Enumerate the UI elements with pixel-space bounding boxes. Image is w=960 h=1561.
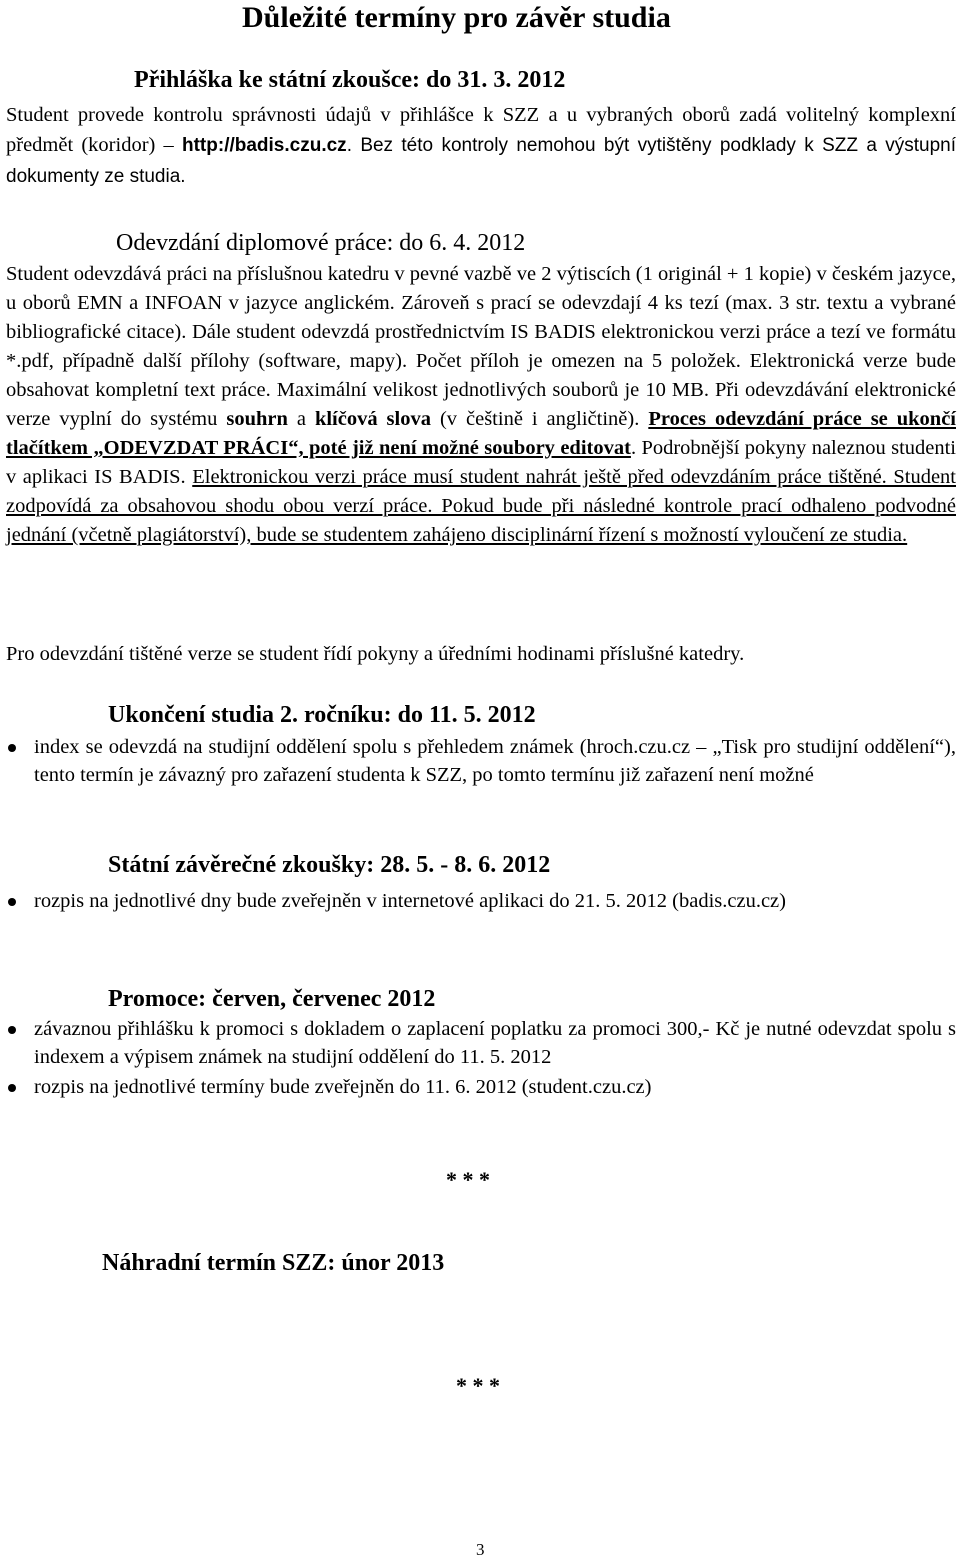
section-heading-application: Přihláška ke státní zkoušce: do 31. 3. 2012 bbox=[134, 67, 566, 93]
text-fragment: a bbox=[287, 408, 315, 430]
list-state-exams bbox=[6, 887, 956, 915]
list-item bbox=[6, 1015, 956, 1071]
bullet-icon bbox=[8, 1084, 16, 1092]
bullet-icon bbox=[8, 744, 16, 752]
list-item-text: rozpis na jednotlivé dny bude zveřejněn v internetové aplikaci do 21. 5. 2012 (badis.czu.cz) bbox=[34, 890, 786, 912]
integrity-warning: Elektronickou verzi práce musí student nahrát ještě před odevzdáním práce tištěné. Student zodpovídá za obsahovou shodu obou verzí práce. Pokud bude při následné kontrole prací odhaleno podvodné jednání (včetně plagiátorství), bude se studentem zahájeno disciplinární řízení s možností vyloučení ze studia. bbox=[6, 466, 956, 546]
list-graduation bbox=[6, 1015, 956, 1101]
submit-process-note: Proces odevzdání práce se ukončí tlačítkem „ODEVZDAT PRÁCI“, poté již není možné soubory editovat bbox=[6, 408, 956, 459]
text-fragment: Student provede kontrolu správnosti údajů v přihlášce k SZZ a u vybraných oborů zadá volitelný komplexní předmět (koridor) – bbox=[6, 104, 956, 156]
section-heading-graduation: Promoce: červen, červenec 2012 bbox=[108, 986, 436, 1012]
list-item-text: závaznou přihlášku k promoci s dokladem o zaplacení poplatku za promoci 300,- Kč je nutné odevzdat spolu s indexem a výpisem známek na studijní oddělení do 11. 5. 2012 bbox=[34, 1018, 956, 1068]
bold-term-summary: souhrn bbox=[226, 408, 288, 430]
badis-link[interactable]: http://badis.czu.cz bbox=[182, 135, 347, 156]
section-heading-state-exams: Státní závěrečné zkoušky: 28. 5. - 8. 6. 2012 bbox=[108, 852, 551, 878]
page-number: 3 bbox=[476, 1540, 485, 1559]
bold-term-keywords: klíčová slova bbox=[314, 408, 431, 430]
text-fragment: (v češtině i angličtině). bbox=[430, 408, 649, 430]
section-heading-second-year: Ukončení studia 2. ročníku: do 11. 5. 2012 bbox=[108, 702, 536, 728]
list-item bbox=[6, 1073, 956, 1101]
bullet-icon bbox=[8, 898, 16, 906]
text-fragment: . Bez této kontroly nemohou být vytištěny podklady k SZZ a výstupní dokumenty ze studia. bbox=[6, 135, 956, 187]
separator-stars: * * * bbox=[456, 1373, 500, 1398]
list-item bbox=[6, 887, 956, 915]
list-second-year bbox=[6, 733, 956, 789]
page-title: Důležité termíny pro závěr studia bbox=[242, 1, 671, 34]
section-text-application bbox=[6, 100, 956, 192]
bullet-icon bbox=[8, 1026, 16, 1034]
list-item-text: rozpis na jednotlivé termíny bude zveřejněn do 11. 6. 2012 (student.czu.cz) bbox=[34, 1076, 652, 1098]
list-item bbox=[6, 733, 956, 789]
separator-stars: * * * bbox=[446, 1167, 490, 1192]
list-item-text: index se odevzdá na studijní oddělení spolu s přehledem známek (hroch.czu.cz – „Tisk pro studijní oddělení“), tento termín je závazný pro zařazení studenta k SZZ, po tomto termínu již zařazení není možné bbox=[34, 736, 956, 786]
text-fragment: . Podrobnější pokyny naleznou studenti v aplikaci IS BADIS. bbox=[6, 437, 957, 488]
section-heading-thesis: Odevzdání diplomové práce: do 6. 4. 2012 bbox=[116, 230, 526, 256]
text-fragment: Student odevzdává práci na příslušnou katedru v pevné vazbě ve 2 výtiscích (1 originál + 1 kopie) v českém jazyce, u oborů EMN a INFOAN v jazyce anglickém. Zároveň s prací se odevzdají 4 ks tezí (max. 3 str. textu a vybrané bibliografické citace). Dále student odevzdá prostřednictvím IS BADIS elektronickou verzi práce a tezí ve formátu *.pdf, případně další přílohy (software, mapy). Počet příloh je omezen na 5 položek. Elektronická verze bude obsahovat kompletní text práce. Maximální velikost jednotlivých souborů je 10 MB. Při odevzdávání elektronické verze vyplní do systému bbox=[6, 263, 956, 430]
section-text-thesis bbox=[6, 260, 956, 550]
alternative-term-heading: Náhradní termín SZZ: únor 2013 bbox=[102, 1250, 445, 1276]
printed-version-note: Pro odevzdání tištěné verze se student řídí pokyny a úředními hodinami příslušné katedry. bbox=[6, 643, 745, 665]
